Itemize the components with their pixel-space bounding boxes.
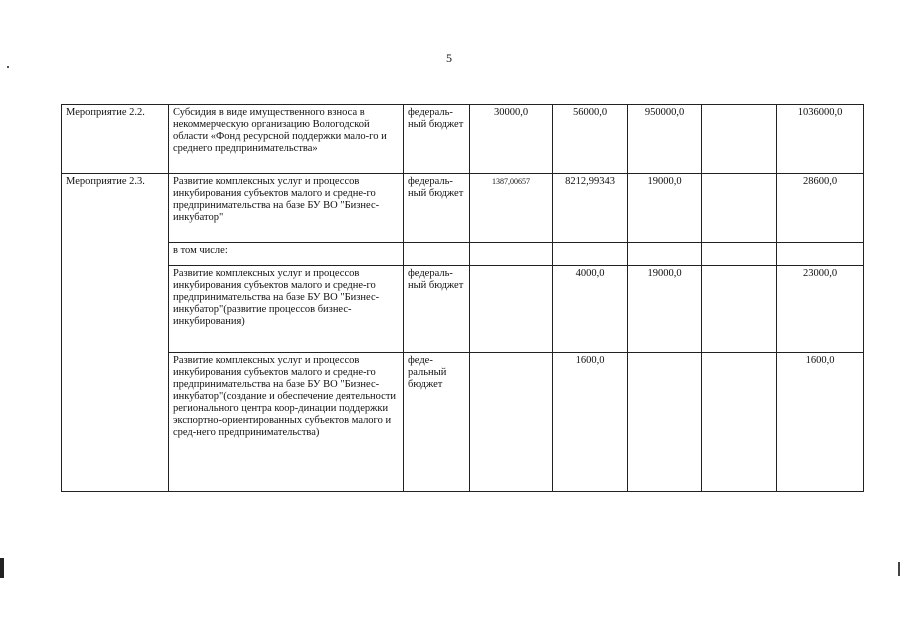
- value-cell-1: 1387,00657: [470, 174, 553, 243]
- budget-source-cell: феде-ральный бюджет: [404, 353, 470, 492]
- value-cell-1: [470, 266, 553, 353]
- value-cell-3: 19000,0: [628, 174, 702, 243]
- total-cell: 28600,0: [777, 174, 864, 243]
- value-cell-1: [470, 353, 553, 492]
- value-cell-4: [702, 353, 777, 492]
- including-label: в том числе:: [169, 243, 404, 266]
- value-cell-2: 8212,99343: [553, 174, 628, 243]
- total-cell: [777, 243, 864, 266]
- budget-source-cell: федераль-ный бюджет: [404, 105, 470, 174]
- value-cell-4: [702, 266, 777, 353]
- total-cell: 1036000,0: [777, 105, 864, 174]
- value-cell-2: [553, 243, 628, 266]
- value-cell-1: [470, 243, 553, 266]
- value-cell-1: 30000,0: [470, 105, 553, 174]
- table-row: [62, 174, 864, 243]
- value-cell-4: [702, 174, 777, 243]
- value-cell-2: 4000,0: [553, 266, 628, 353]
- total-cell: 1600,0: [777, 353, 864, 492]
- value-cell-2: 56000,0: [553, 105, 628, 174]
- page-number: 5: [446, 51, 452, 65]
- budget-source-cell: федераль-ный бюджет: [404, 266, 470, 353]
- description-cell: Развитие комплексных услуг и процессов инкубирования субъектов малого и средне-го предпринимательства на базе БУ ВО "Бизнес-инкубатор"(создание и обеспечение деятельности регионального центра коор-динации поддержки экспортно-ориентированных субъектов малого и сред-него предпринимательства): [169, 353, 404, 492]
- value-cell-3: [628, 243, 702, 266]
- value-cell-2: 1600,0: [553, 353, 628, 492]
- description-cell: Развитие комплексных услуг и процессов инкубирования субъектов малого и средне-го предпринимательства на базе БУ ВО "Бизнес-инкубатор"(развитие процессов бизнес-инкубирования): [169, 266, 404, 353]
- value-cell-3: [628, 353, 702, 492]
- table-row: [62, 266, 864, 353]
- table-row: [62, 105, 864, 174]
- measure-cell: Мероприятие 2.2.: [62, 105, 169, 174]
- description-cell: Развитие комплексных услуг и процессов инкубирования субъектов малого и средне-го предпринимательства на базе БУ ВО "Бизнес-инкубатор": [169, 174, 404, 243]
- table-row: [62, 243, 864, 266]
- scan-edge-mark-right: [898, 562, 900, 576]
- measure-cell: Мероприятие 2.3.: [62, 174, 169, 492]
- table-row: [62, 353, 864, 492]
- budget-source-cell: [404, 243, 470, 266]
- value-cell-3: 19000,0: [628, 266, 702, 353]
- scan-edge-dot: [7, 66, 9, 68]
- budget-table: [61, 104, 864, 492]
- value-cell-4: [702, 105, 777, 174]
- value-cell-3: 950000,0: [628, 105, 702, 174]
- value-cell-4: [702, 243, 777, 266]
- total-cell: 23000,0: [777, 266, 864, 353]
- budget-source-cell: федераль-ный бюджет: [404, 174, 470, 243]
- scan-edge-mark-left: [0, 558, 4, 578]
- description-cell: Субсидия в виде имущественного взноса в некоммерческую организацию Вологодской области «Фонд ресурсной поддержки мало-го и среднего предпринимательства»: [169, 105, 404, 174]
